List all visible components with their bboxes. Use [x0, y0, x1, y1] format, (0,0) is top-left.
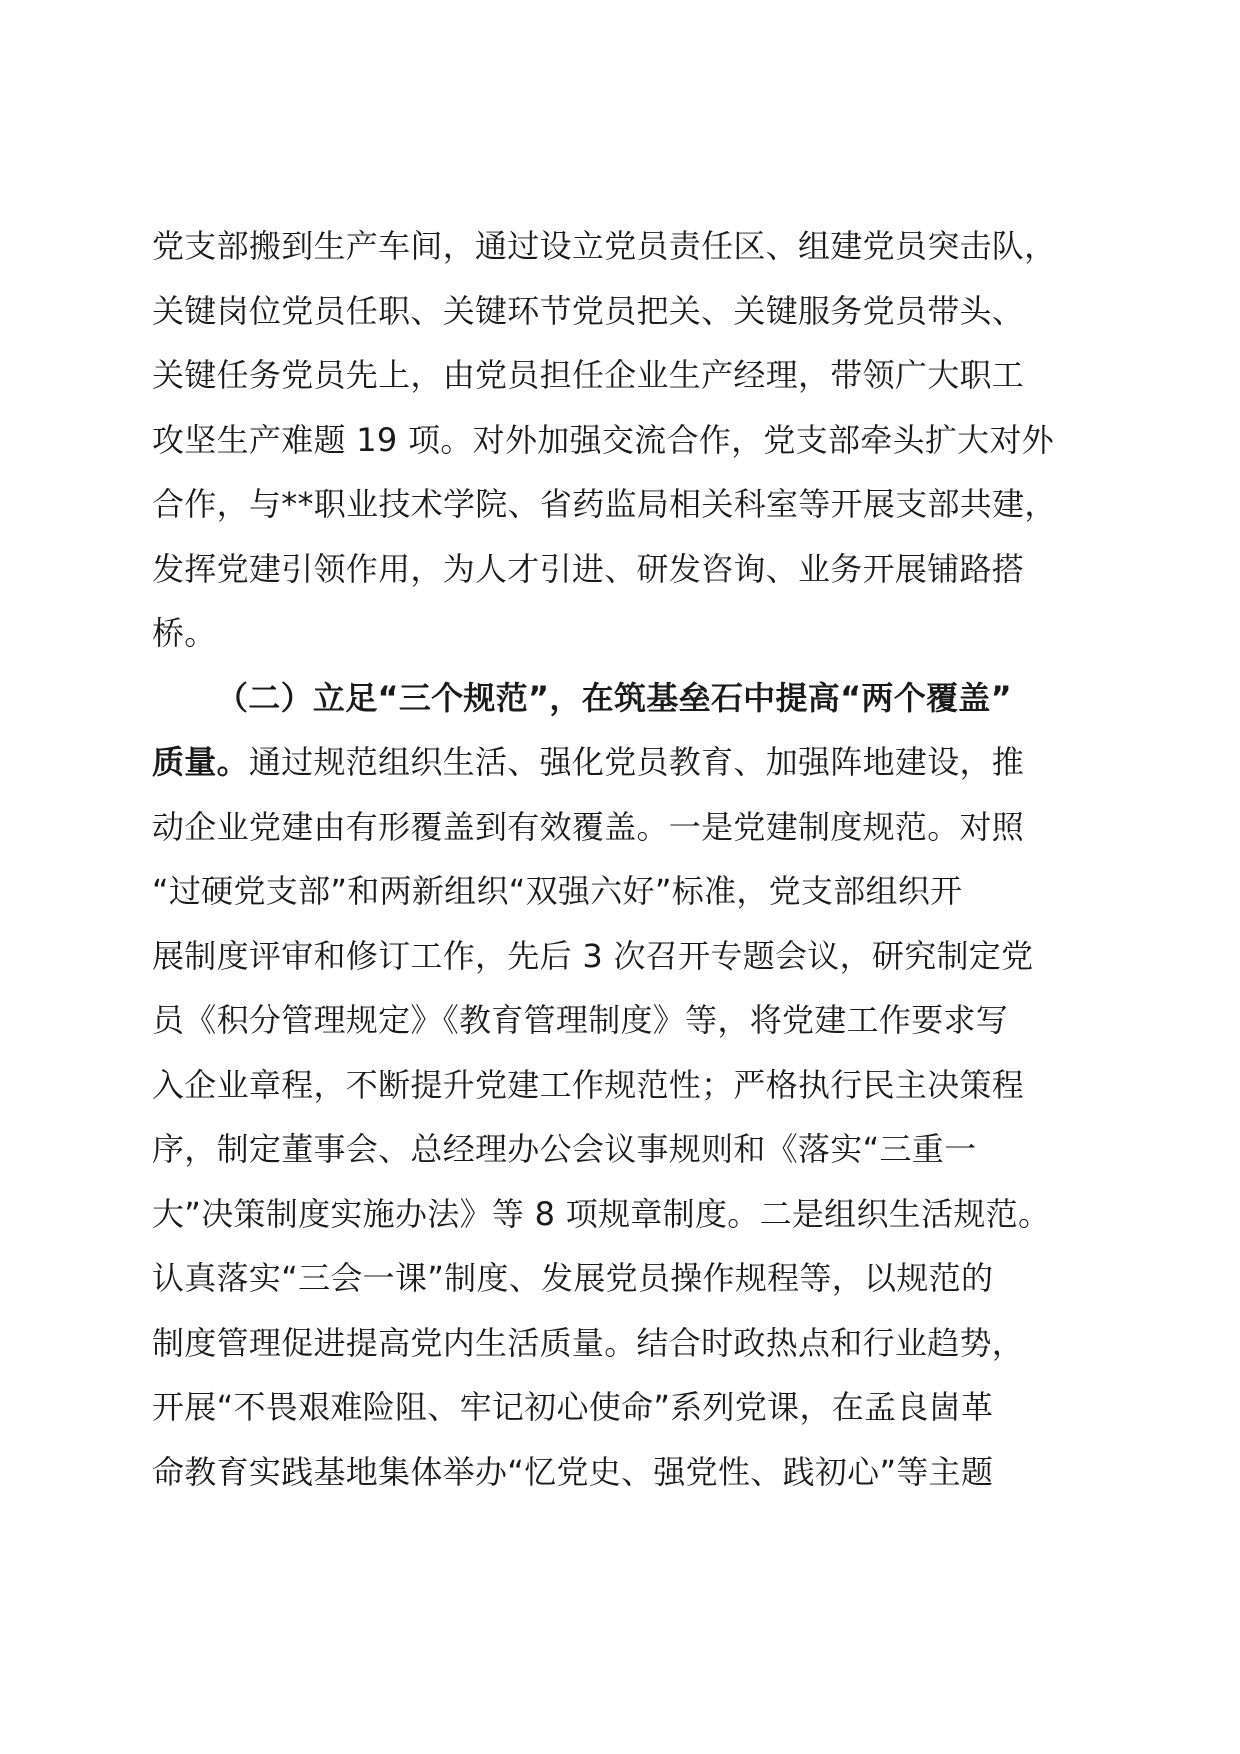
paragraph-line: 入企业章程，不断提升党建工作规范性；严格执行民主决策程	[152, 1065, 1025, 1104]
paragraph-line-rest: 通过规范组织生活、强化党员教育、加强阵地建设，推	[248, 743, 1025, 781]
paragraph-line: 发挥党建引领作用，为人才引进、研发咨询、业务开展铺路搭	[152, 549, 1025, 588]
paragraph-line: “过硬党支部”和两新组织“双强六好”标准，党支部组织开	[152, 872, 963, 910]
paragraph-line: 展制度评审和修订工作，先后 3 次召开专题会议，研究制定党	[152, 936, 1034, 975]
paragraph-line: 关键岗位党员任职、关键环节党员把关、关键服务党员带头、	[152, 291, 1025, 330]
paragraph-line: 员《积分管理规定》《教育管理制度》等，将党建工作要求写	[152, 1001, 1009, 1039]
paragraph-line: 关键任务党员先上，由党员担任企业生产经理，带领广大职工	[152, 356, 1025, 394]
paragraph-line: 合作，与**职业技术学院、省药监局相关科室等开展支部共建，	[152, 485, 1057, 523]
paragraph-line: 认真落实“三会一课”制度、发展党员操作规程等，以规范的	[152, 1259, 994, 1297]
paragraph-line: 大”决策制度实施办法》等 8 项规章制度。二是组织生活规范。	[152, 1194, 1051, 1233]
paragraph-line: 桥。	[152, 614, 217, 652]
section-heading: （二）立足“三个规范”，在筑基垒石中提高“两个覆盖”	[216, 678, 1012, 717]
paragraph-line: 序，制定董事会、总经理办公会议事规则和《落实“三重一	[152, 1130, 977, 1168]
paragraph-2	[152, 666, 1112, 1505]
paragraph-line: 开展“不畏艰难险阻、牢记初心使命”系列党课，在孟良崮革	[152, 1388, 994, 1426]
section-heading-tail: 质量。	[152, 743, 249, 781]
paragraph-line: 党支部搬到生产车间，通过设立党员责任区、组建党员突击队，	[152, 227, 1057, 265]
paragraph-line	[152, 730, 1112, 795]
paragraph-line: 攻坚生产难题 19 项。对外加强交流合作，党支部牵头扩大对外	[152, 420, 1055, 459]
paragraph-1	[152, 214, 1112, 666]
paragraph-line: 动企业党建由有形覆盖到有效覆盖。一是党建制度规范。对照	[152, 807, 1025, 846]
body-text	[152, 214, 1112, 1504]
paragraph-line: 制度管理促进提高党内生活质量。结合时政热点和行业趋势，	[152, 1323, 1025, 1362]
paragraph-line: 命教育实践基地集体举办“忆党史、强党性、践初心”等主题	[152, 1452, 994, 1491]
